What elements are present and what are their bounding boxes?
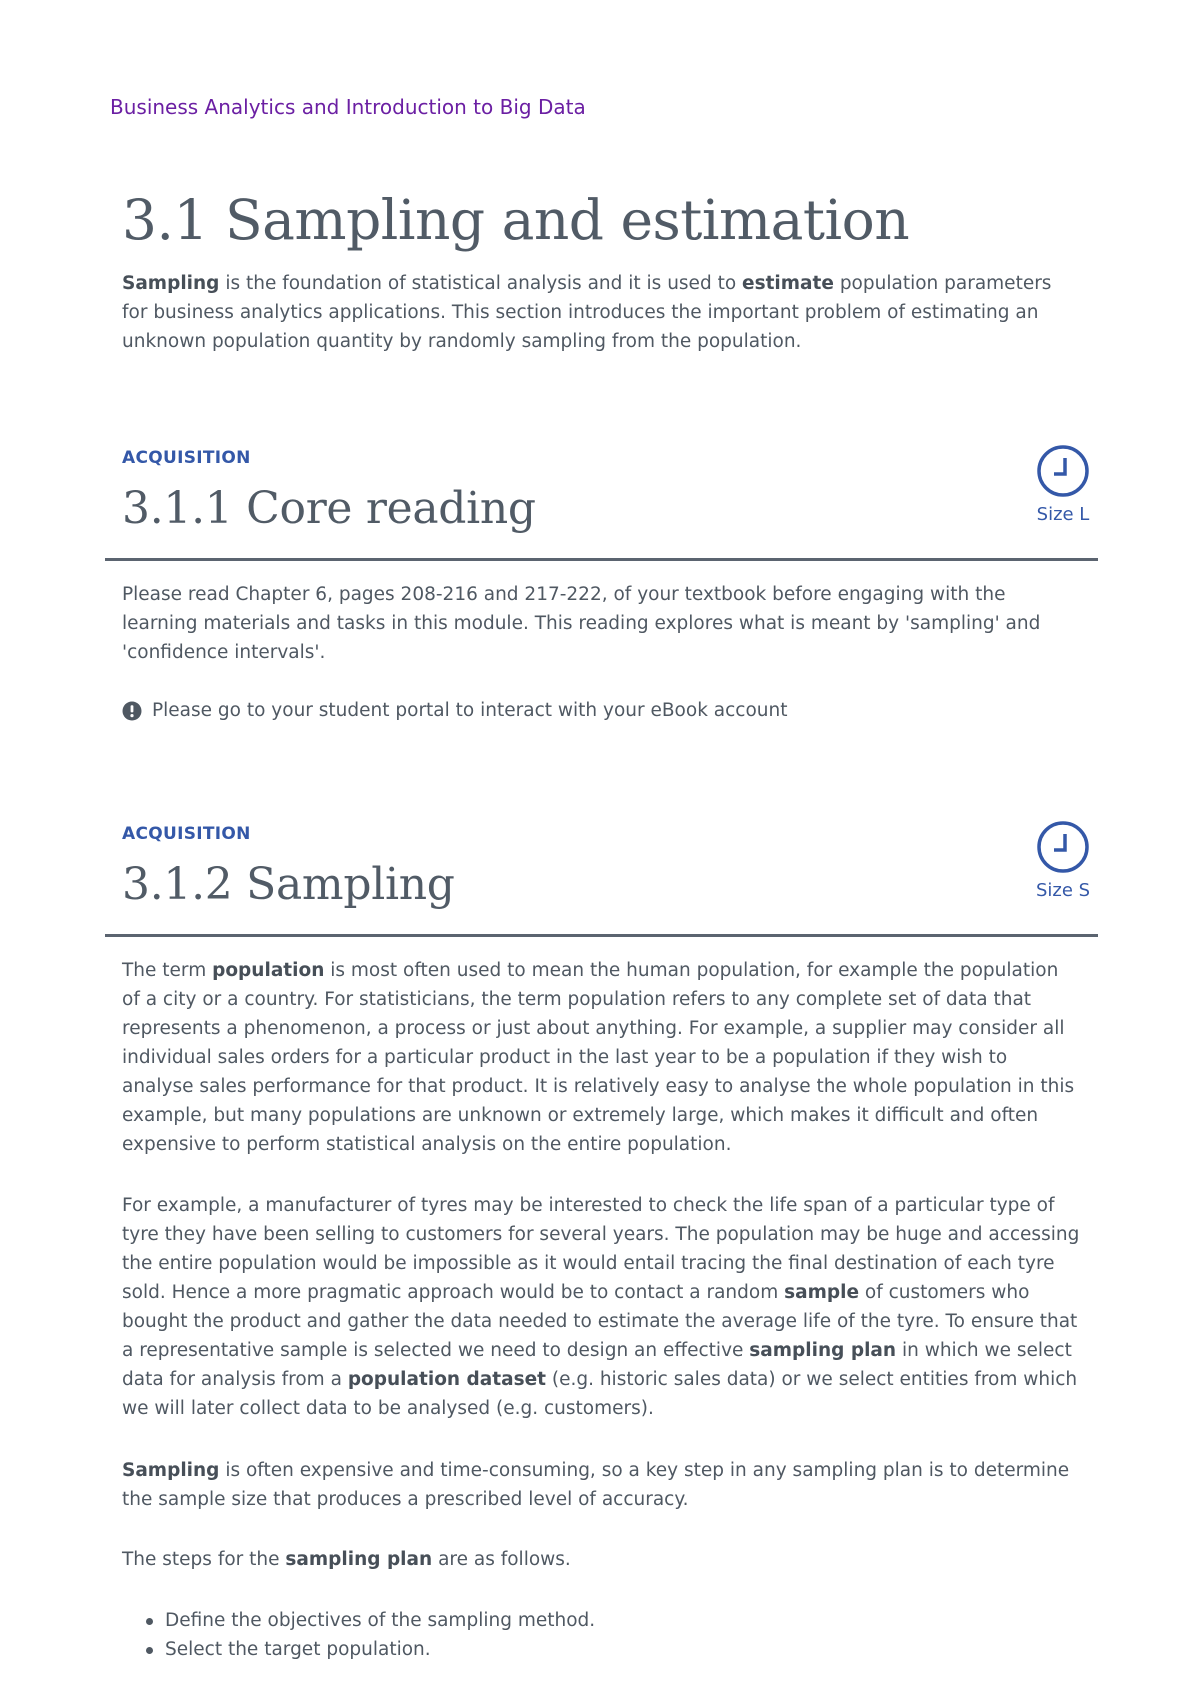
bold-term: Sampling (122, 1460, 220, 1481)
list-item: Define the objectives of the sampling method. (122, 1606, 595, 1635)
bold-term: population dataset (347, 1369, 546, 1390)
page-title: 3.1 Sampling and estimation (122, 188, 910, 252)
population-paragraph: The term population is most often used to mean the human population, for example the population of a city or a country. For statisticians, the term population refers to any complete set of data that represents a phenomenon, a process or just about anything. For example, a supplier may consider all individual sales orders for a particular product in the last year to be a population if they wish to analyse sales performance for that product. It is relatively easy to analyse the whole population in this example, but many populations are unknown or extremely large, which makes it difficult and often expensive to perform statistical analysis on the entire population. (122, 960, 1075, 1155)
clock-icon (1036, 444, 1090, 498)
bold-term: Sampling (122, 273, 220, 294)
section-heading: 3.1.1 Core reading (122, 483, 536, 534)
steps-intro-paragraph: The steps for the sampling plan are as follows. (122, 1549, 571, 1570)
size-indicator (1018, 444, 1108, 525)
bold-term: sample (784, 1282, 860, 1303)
section-divider (105, 934, 1098, 937)
tyre-example-paragraph: For example, a manufacturer of tyres may be interested to check the life span of a particular type of tyre they have been selling to customers for several years. The population may be huge and accessing the entire population would be impossible as it would entail tracing the final destination of each tyre sold. Hence a more pragmatic approach would be to contact a random sample of customers who bought the product and gather the data needed to estimate the average life of the tyre. To ensure that a representative sample is selected we need to design an effective sampling plan in which we select data for analysis from a population dataset (e.g. historic sales data) or we select entities from which we will later collect data to be analysed (e.g. customers). (122, 1195, 1080, 1419)
section-kicker: ACQUISITION (122, 448, 251, 468)
size-label: Size S (1035, 880, 1091, 901)
core-reading-paragraph: Please read Chapter 6, pages 208-216 and 217-222, of your textbook before engaging with the learning materials and tasks in this module. This reading explores what is meant by 'sampling' and 'confidence intervals'. (122, 584, 1041, 663)
bold-term: population (212, 960, 325, 981)
size-indicator (1018, 820, 1108, 901)
clock-icon (1036, 820, 1090, 874)
list-item: Select the target population. (122, 1635, 595, 1664)
section-heading: 3.1.2 Sampling (122, 859, 455, 910)
bold-term: sampling plan (749, 1340, 897, 1361)
section-kicker: ACQUISITION (122, 824, 251, 844)
bold-term: estimate (742, 273, 834, 294)
ebook-notice (122, 700, 788, 721)
sampling-steps-list (122, 1606, 595, 1664)
size-label: Size L (1036, 504, 1090, 525)
course-title: Business Analytics and Introduction to Big Data (110, 95, 586, 119)
section-divider (105, 558, 1098, 561)
intro-paragraph: Sampling is the foundation of statistical analysis and it is used to estimate population parameters for business analytics applications. This section introduces the important problem of estimating an unknown population quantity by randomly sampling from the population. (122, 273, 1052, 352)
exclamation-circle-icon (122, 701, 142, 721)
bold-term: sampling plan (285, 1549, 433, 1570)
notice-text: Please go to your student portal to interact with your eBook account (152, 700, 788, 721)
sampling-cost-paragraph: Sampling is often expensive and time-consuming, so a key step in any sampling plan is to determine the sample size that produces a prescribed level of accuracy. (122, 1460, 1070, 1510)
